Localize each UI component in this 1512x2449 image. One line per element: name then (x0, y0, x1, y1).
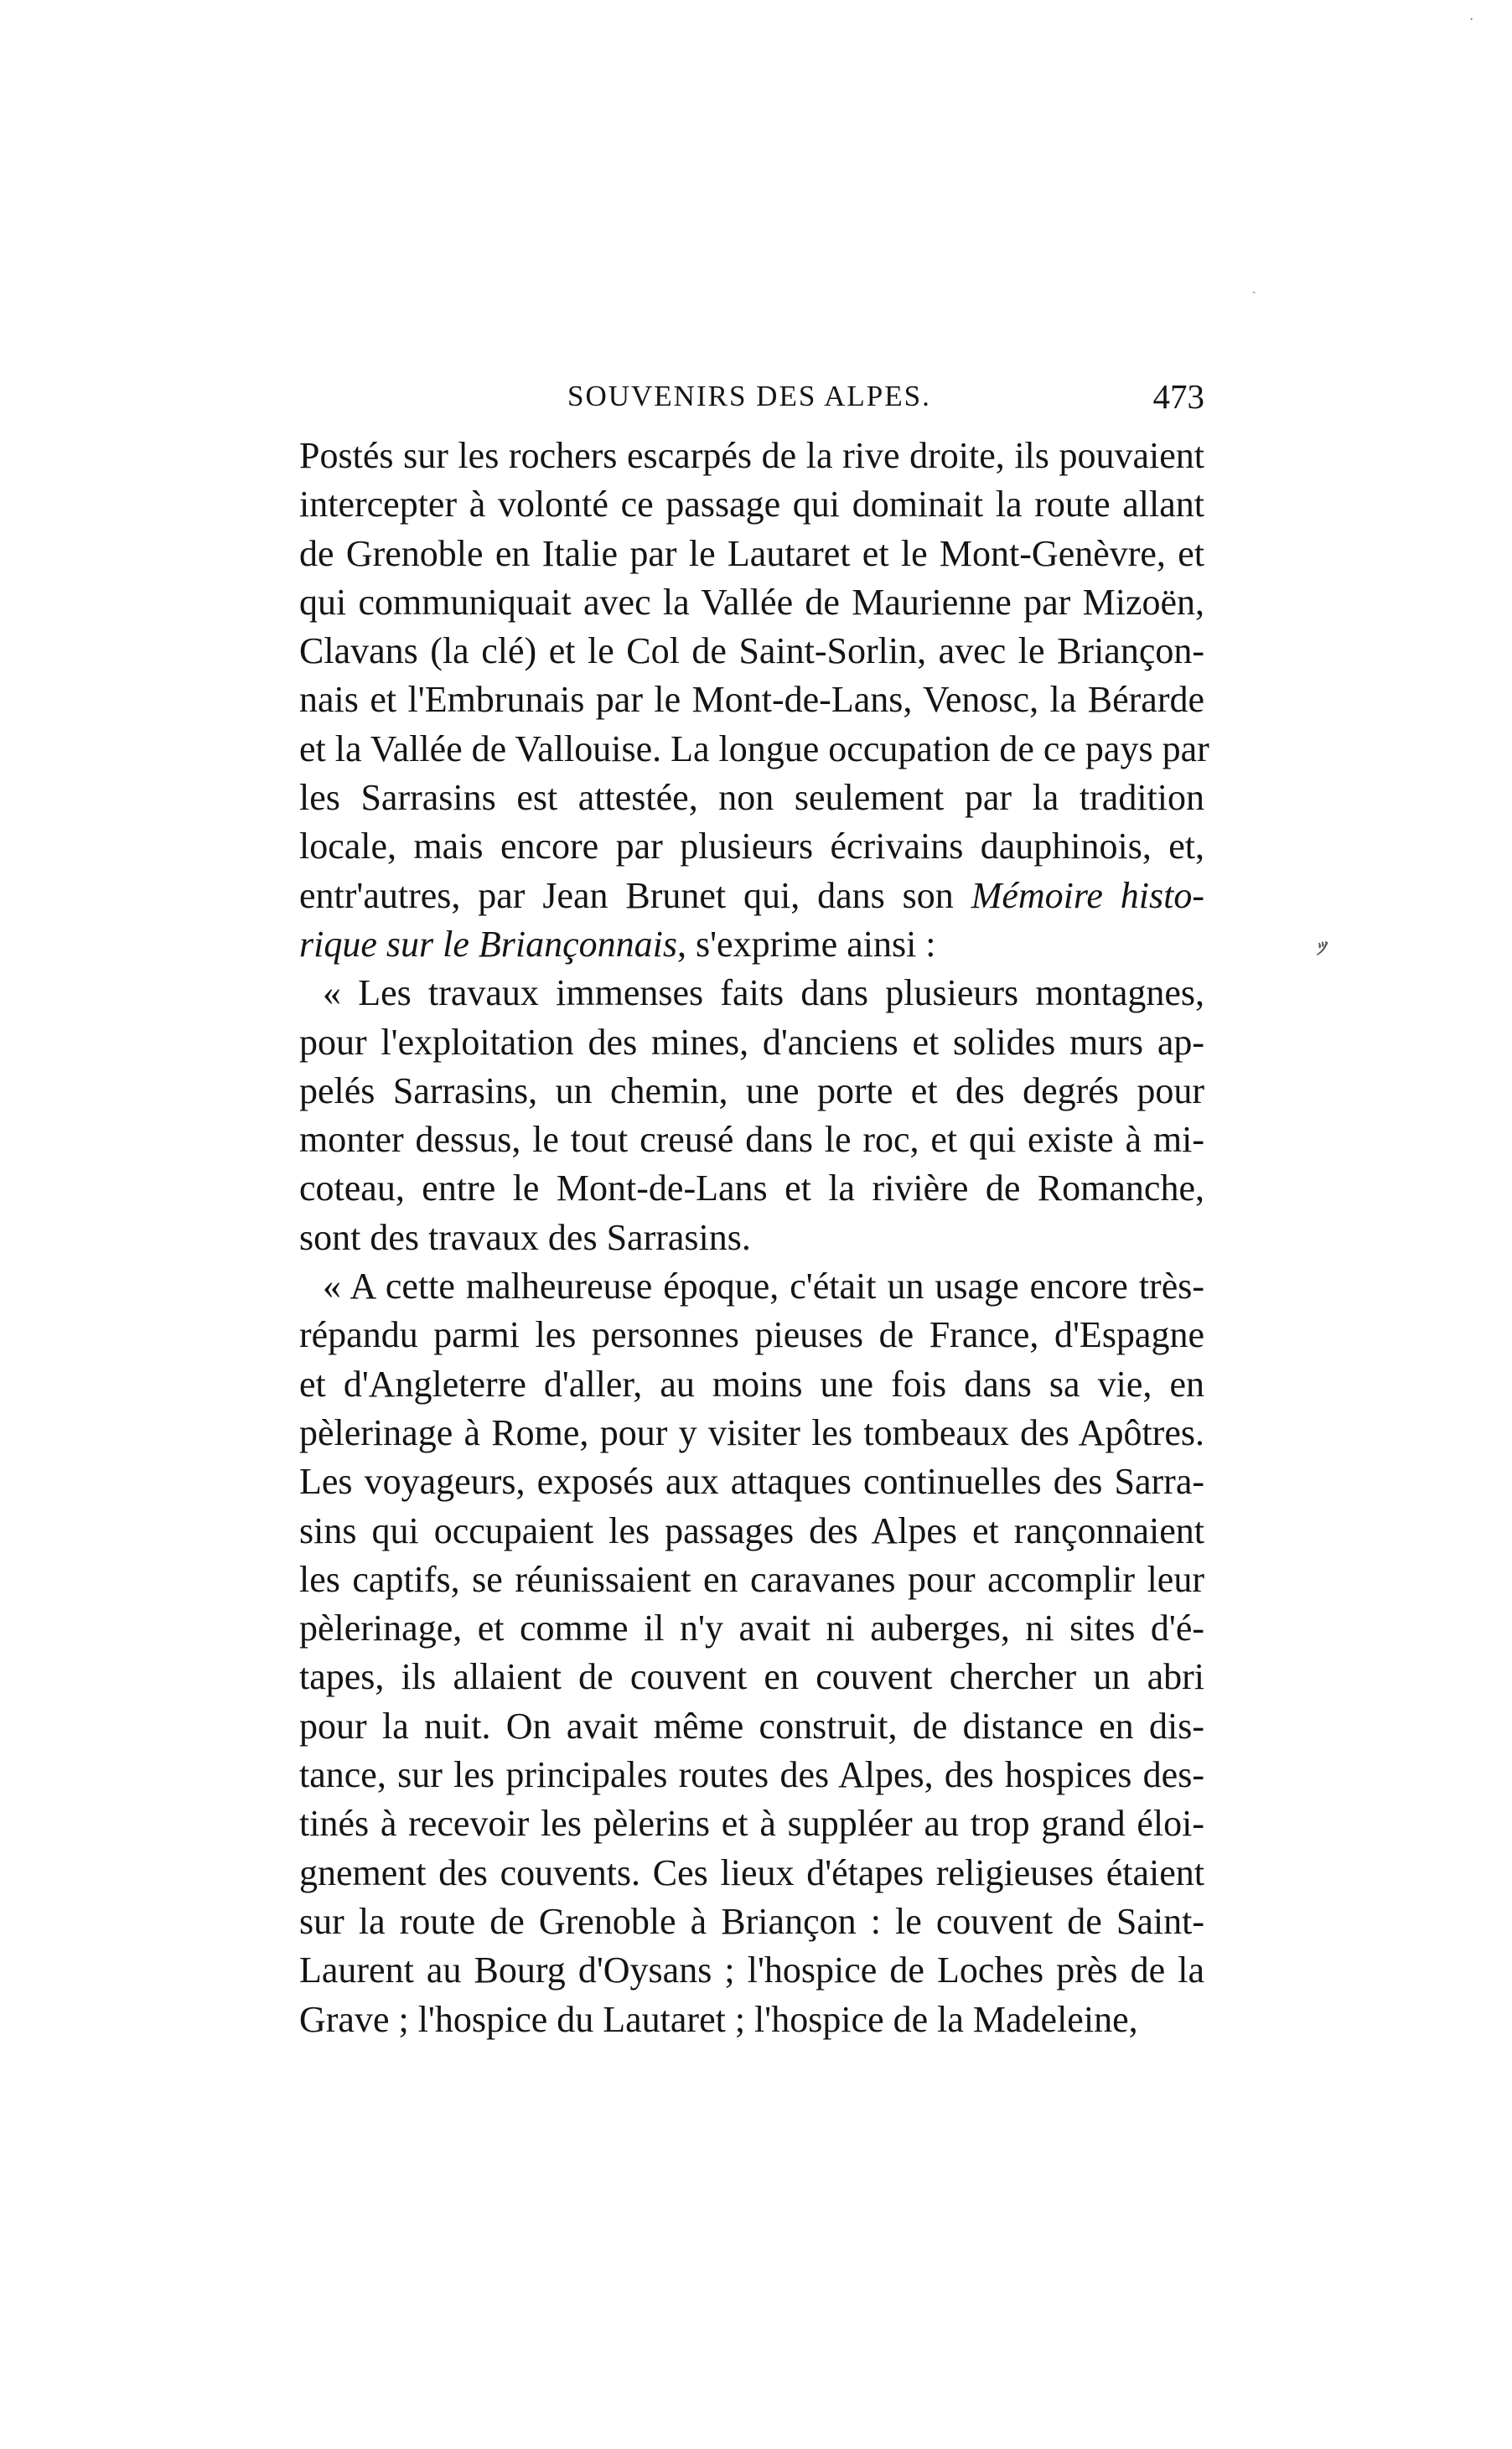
text-line (299, 1849, 1204, 1898)
text-line (299, 627, 1204, 676)
text-line (299, 774, 1204, 822)
page-number: 473 (1152, 377, 1204, 416)
text-segment: coteau, entre le Mont-de-Lans et la rivière de Romanche, (299, 1168, 1204, 1209)
text-segment: tapes, ils allaient de couvent en couvent chercher un abri (299, 1656, 1204, 1698)
text-line (299, 1898, 1204, 1946)
text-segment: tance, sur les principales routes des Alpes, des hospices des- (299, 1754, 1204, 1796)
text-segment: « A cette malheureuse époque, c'était un usage encore très- (323, 1266, 1204, 1307)
margin-mark: ˎ (1252, 282, 1256, 294)
text-line (299, 1262, 1204, 1311)
text-line (299, 1067, 1204, 1116)
text-line (299, 1311, 1204, 1359)
text-segment: et la Vallée de Vallouise. La longue occupation de ce pays par (299, 727, 1209, 769)
running-title: SOUVENIRS DES ALPES. (567, 380, 931, 412)
text-segment: Postés sur les rochers escarpés de la rive droite, ils pouvaient (299, 435, 1204, 476)
text-segment: tinés à recevoir les pèlerins et à suppléer au trop grand éloi- (299, 1803, 1204, 1845)
text-segment: nais et l'Embrunais par le Mont-de-Lans, Venosc, la Bérarde (299, 679, 1204, 721)
text-segment: les captifs, se réunissaient en caravanes pour accomplir leur (299, 1558, 1204, 1600)
text-segment: les Sarrasins est attestée, non seulement par la tradition (299, 777, 1204, 819)
text-line (299, 1214, 1204, 1262)
text-line (299, 1360, 1204, 1409)
text-segment: intercepter à volonté ce passage qui dominait la route allant (299, 484, 1204, 526)
text-segment: Clavans (la clé) et le Col de Saint-Sorlin, avec le Briançon- (299, 630, 1204, 672)
text-line (299, 969, 1204, 1017)
text-line (299, 920, 1204, 969)
text-line (299, 1116, 1204, 1164)
text-segment: pèlerinage, et comme il n'y avait ni auberges, ni sites d'é- (299, 1608, 1204, 1649)
text-segment: Les voyageurs, exposés aux attaques continuelles des Sarra- (299, 1461, 1204, 1503)
text-line (299, 1507, 1204, 1556)
text-segment: locale, mais encore par plusieurs écrivains dauphinois, et, (299, 826, 1204, 867)
text-segment: gnement des couvents. Ces lieux d'étapes religieuses étaient (299, 1851, 1204, 1893)
running-head (299, 373, 1204, 420)
text-line (299, 432, 1204, 480)
text-segment: entr'autres, par Jean Brunet qui, dans son (299, 874, 971, 916)
text-line (299, 1996, 1204, 2044)
text-line (299, 1653, 1204, 1701)
text-segment: monter dessus, le tout creusé dans le roc, et qui existe à mi- (299, 1119, 1204, 1161)
text-line (299, 725, 1209, 774)
text-segment: Laurent au Bourg d'Oysans ; l'hospice de Loches près de la (299, 1949, 1204, 1991)
text-segment: pour l'exploitation des mines, d'anciens et solides murs ap- (299, 1021, 1204, 1063)
text-segment: pelés Sarrasins, un chemin, une porte et des degrés pour (299, 1069, 1204, 1111)
text-line (299, 1946, 1204, 1995)
body-text (299, 432, 1209, 2044)
text-line (299, 1164, 1204, 1213)
text-segment: pour la nuit. On avait même construit, de distance en dis- (299, 1705, 1204, 1747)
text-line (299, 1457, 1204, 1506)
text-line (299, 480, 1204, 529)
text-line (299, 872, 1204, 920)
italic-title-segment: Mémoire histo- (971, 874, 1204, 916)
text-segment: de Grenoble en Italie par le Lautaret et le Mont-Genèvre, et (299, 532, 1204, 574)
text-line (299, 1702, 1204, 1751)
margin-mark: ﾂ (1316, 938, 1326, 959)
text-line (299, 676, 1204, 724)
margin-mark: · (1469, 13, 1474, 27)
text-segment: et d'Angleterre d'aller, au moins une fois dans sa vie, en (299, 1363, 1204, 1405)
text-segment: répandu parmi les personnes pieuses de France, d'Espagne (299, 1314, 1204, 1356)
text-segment: , s'exprime ainsi : (676, 923, 936, 965)
text-segment: sur la route de Grenoble à Briançon : le couvent de Saint- (299, 1900, 1204, 1942)
text-line (299, 1604, 1204, 1653)
text-line (299, 1018, 1204, 1067)
text-line (299, 530, 1204, 578)
text-segment: qui communiquait avec la Vallée de Maurienne par Mizoën, (299, 581, 1204, 623)
text-line (299, 1751, 1204, 1799)
text-segment: sont des travaux des Sarrasins. (299, 1216, 751, 1258)
text-segment: « Les travaux immenses faits dans plusieurs montagnes, (323, 972, 1204, 1014)
text-segment: Grave ; l'hospice du Lautaret ; l'hospice de la Madeleine, (299, 1998, 1138, 2040)
text-segment: sins qui occupaient les passages des Alpes et rançonnaient (299, 1509, 1204, 1551)
italic-title-segment: rique sur le Briançonnais (299, 923, 677, 965)
text-line (299, 578, 1204, 627)
text-line (299, 1409, 1204, 1457)
text-line (299, 1799, 1204, 1848)
text-segment: pèlerinage à Rome, pour y visiter les tombeaux des Apôtres. (299, 1411, 1204, 1453)
text-line (299, 822, 1204, 871)
text-line (299, 1556, 1204, 1604)
